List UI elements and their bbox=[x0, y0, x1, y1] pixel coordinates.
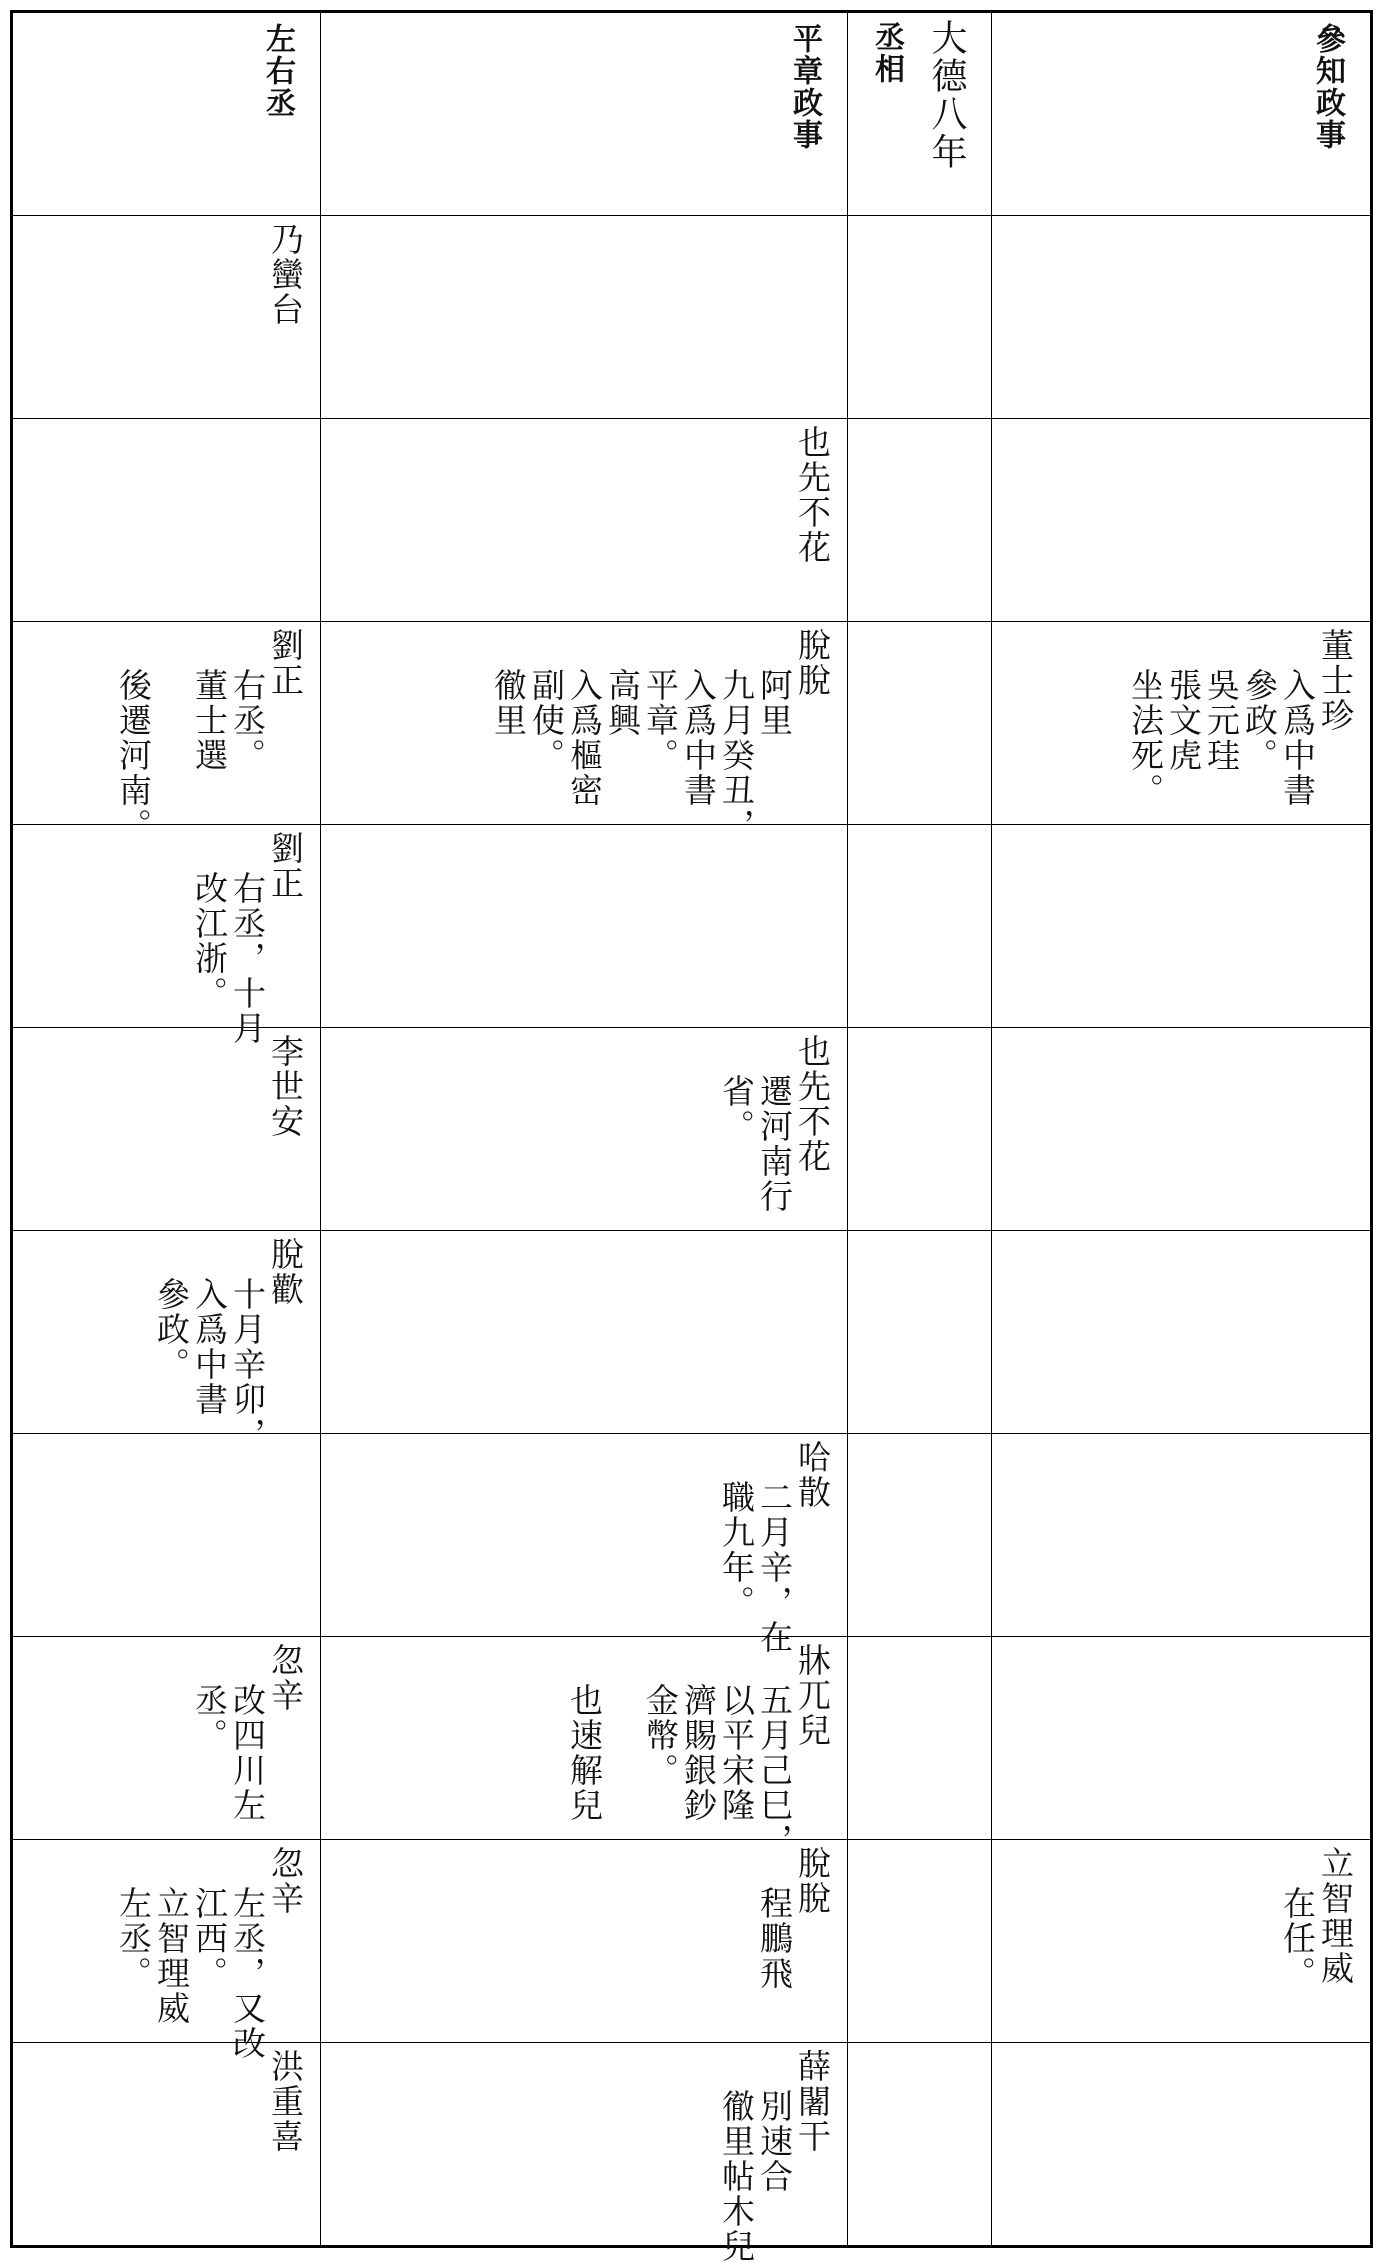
can-cell bbox=[992, 1028, 1372, 1231]
table-row bbox=[12, 1637, 1372, 1840]
ping-text-0: 也先不花 bbox=[793, 425, 832, 565]
can-text-2: 參政。 bbox=[1240, 668, 1279, 773]
ping-text-2: 徹里帖木兒 bbox=[717, 2089, 756, 2264]
can-cell bbox=[992, 1637, 1372, 1840]
ping-text-0: 牀兀兒 bbox=[793, 1643, 832, 1748]
zuo-text-3: 立智理威 bbox=[152, 1886, 191, 2026]
ping-text-0: 脫脫 bbox=[793, 628, 832, 698]
ping-text-0: 脫脫 bbox=[793, 1846, 832, 1916]
ping-text-1: 阿里 bbox=[755, 668, 794, 738]
zuo-text-2: 改江浙。 bbox=[190, 871, 229, 1011]
zuo-cell bbox=[12, 419, 321, 622]
zuo-text-0: 洪重喜 bbox=[266, 2049, 305, 2154]
header-can-zhi bbox=[992, 12, 1372, 216]
ping-text-1: 程鵬飛 bbox=[755, 1886, 794, 1991]
can-cell bbox=[992, 216, 1372, 419]
ping-cell bbox=[321, 1231, 848, 1434]
zuo-text-4: 後遷河南。 bbox=[114, 668, 153, 843]
ping-text-1: 遷河南行 bbox=[755, 1074, 794, 1214]
zuo-cell bbox=[12, 1840, 321, 2061]
zuo-cell bbox=[12, 1231, 321, 1452]
ping-cell bbox=[321, 419, 848, 622]
header-zuo-you-cheng-text: 左右丞 bbox=[260, 23, 295, 119]
header-row bbox=[12, 12, 1372, 216]
zuo-text-0: 忽辛 bbox=[266, 1846, 305, 1916]
ping-text-4: 金幣。 bbox=[641, 1683, 680, 1788]
zuo-text-1: 十月辛卯， bbox=[228, 1277, 267, 1452]
can-cell bbox=[992, 419, 1372, 622]
cheng-cell bbox=[848, 216, 992, 419]
table-row bbox=[12, 622, 1372, 825]
zuo-text-1: 右丞。 bbox=[228, 668, 267, 773]
zuo-text-2: 董士選 bbox=[190, 668, 229, 773]
ping-text-6: 入爲樞密 bbox=[565, 668, 604, 808]
ping-text-2: 九月癸丑， bbox=[717, 668, 756, 843]
can-text-0: 立智理威 bbox=[1316, 1846, 1355, 1986]
zuo-text-0: 乃蠻台 bbox=[266, 222, 305, 327]
zuo-text-0: 脫歡 bbox=[266, 1237, 305, 1307]
cheng-cell bbox=[848, 419, 992, 622]
can-text-1: 在任。 bbox=[1278, 1886, 1317, 1991]
header-zuo-you-cheng bbox=[12, 12, 321, 216]
ping-cell bbox=[321, 1028, 848, 1231]
can-cell bbox=[992, 1231, 1372, 1434]
header-year-text: 大德八年 bbox=[926, 19, 967, 171]
table-row bbox=[12, 825, 1372, 1028]
can-text-5: 坐法死。 bbox=[1126, 668, 1165, 808]
can-cell bbox=[992, 825, 1372, 1028]
zuo-text-1: 右丞，十月 bbox=[228, 871, 267, 1046]
header-ping-zhang bbox=[321, 12, 848, 216]
table-row bbox=[12, 2043, 1372, 2247]
official-roster-table bbox=[10, 10, 1373, 2264]
zuo-text-4: 左丞。 bbox=[114, 1886, 153, 1991]
table-row bbox=[12, 1434, 1372, 1637]
zuo-cell bbox=[12, 1637, 321, 1840]
ping-text-2: 以平宋隆 bbox=[717, 1683, 756, 1823]
ping-text-0: 也先不花 bbox=[793, 1034, 832, 1174]
can-text-3: 吳元珪 bbox=[1202, 668, 1241, 773]
can-text-0: 董士珍 bbox=[1316, 628, 1355, 733]
zuo-text-2: 丞。 bbox=[190, 1683, 229, 1753]
zuo-text-3: 參政。 bbox=[152, 1277, 191, 1382]
can-cell bbox=[992, 2043, 1372, 2247]
can-cell bbox=[992, 1840, 1372, 2043]
can-cell bbox=[992, 622, 1372, 825]
cheng-cell bbox=[848, 622, 992, 825]
ping-text-1: 別速合 bbox=[755, 2089, 794, 2194]
zuo-cell bbox=[12, 1028, 321, 1231]
ping-cell bbox=[321, 622, 848, 843]
zuo-cell bbox=[12, 1434, 321, 1637]
zuo-cell bbox=[12, 216, 321, 419]
ping-text-4: 平章。 bbox=[641, 668, 680, 773]
zuo-text-0: 劉正 bbox=[266, 628, 305, 698]
ping-text-8: 徹里 bbox=[489, 668, 528, 738]
ping-text-3: 入爲中書 bbox=[679, 668, 718, 808]
table-row bbox=[12, 1028, 1372, 1231]
cheng-cell bbox=[848, 1840, 992, 2043]
ping-cell bbox=[321, 825, 848, 1028]
table-row bbox=[12, 216, 1372, 419]
header-cheng-xiang bbox=[848, 12, 992, 216]
can-text-4: 張文虎 bbox=[1164, 668, 1203, 773]
can-text-1: 入爲中書 bbox=[1278, 668, 1317, 808]
header-ping-zhang-text: 平章政事 bbox=[787, 23, 822, 151]
zuo-text-0: 忽辛 bbox=[266, 1643, 305, 1713]
table-row bbox=[12, 1840, 1372, 2043]
zuo-cell bbox=[12, 2043, 321, 2247]
cheng-cell bbox=[848, 1231, 992, 1434]
table-row bbox=[12, 1231, 1372, 1434]
ping-text-0: 薛闍干 bbox=[793, 2049, 832, 2154]
cheng-cell bbox=[848, 1434, 992, 1637]
header-cheng-xiang-text: 丞相 bbox=[869, 21, 904, 85]
ping-text-0: 哈散 bbox=[793, 1440, 832, 1510]
ping-cell bbox=[321, 1840, 848, 2043]
ping-text-1: 五月己巳， bbox=[755, 1683, 794, 1858]
ping-text-2: 職九年。 bbox=[717, 1480, 756, 1620]
table-page bbox=[10, 10, 1364, 2264]
ping-text-2: 省。 bbox=[717, 1074, 756, 1144]
ping-cell bbox=[321, 1434, 848, 1655]
zuo-text-1: 改四川左 bbox=[228, 1683, 267, 1823]
cheng-cell bbox=[848, 1637, 992, 1840]
zuo-text-1: 左丞，又改 bbox=[228, 1886, 267, 2061]
zuo-text-0: 劉正 bbox=[266, 831, 305, 901]
zuo-text-2: 江西。 bbox=[190, 1886, 229, 1991]
zuo-text-2: 入爲中書 bbox=[190, 1277, 229, 1417]
zuo-text-0: 李世安 bbox=[266, 1034, 305, 1139]
ping-text-5: 高興 bbox=[603, 668, 642, 738]
cheng-cell bbox=[848, 825, 992, 1028]
ping-cell bbox=[321, 216, 848, 419]
ping-cell bbox=[321, 1637, 848, 1858]
ping-cell bbox=[321, 2043, 848, 2264]
ping-text-7: 副使。 bbox=[527, 668, 566, 773]
ping-text-6: 也速解兒 bbox=[565, 1683, 604, 1823]
zuo-cell bbox=[12, 622, 321, 843]
zuo-cell bbox=[12, 825, 321, 1046]
cheng-cell bbox=[848, 2043, 992, 2247]
header-can-zhi-text: 參知政事 bbox=[1310, 23, 1345, 151]
ping-text-1: 二月辛，在 bbox=[755, 1480, 794, 1655]
can-cell bbox=[992, 1434, 1372, 1637]
table-row bbox=[12, 419, 1372, 622]
cheng-cell bbox=[848, 1028, 992, 1231]
table-body bbox=[12, 216, 1372, 2264]
ping-text-3: 濟賜銀鈔 bbox=[679, 1683, 718, 1823]
